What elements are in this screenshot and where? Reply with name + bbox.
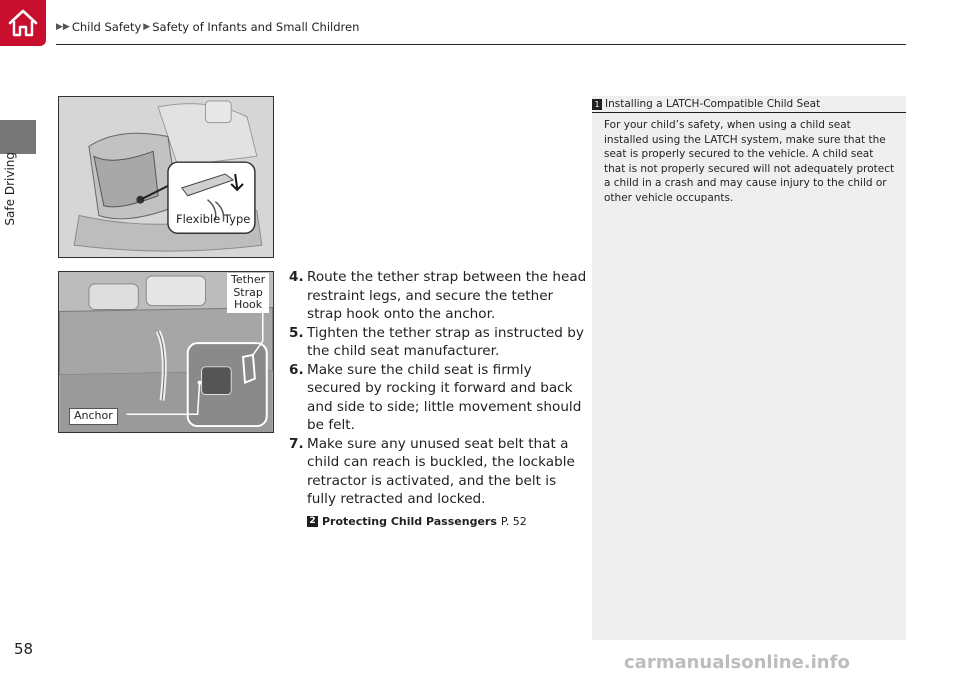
instruction-steps [289, 268, 589, 531]
flexible-type-callout: Flexible Type [176, 212, 251, 226]
breadcrumb-arrow-icon: ▶▶ [56, 22, 70, 32]
breadcrumb-item-child-safety[interactable]: Child Safety [71, 20, 142, 34]
section-label: Safe Driving [3, 152, 17, 226]
tether-strap-hook-callout: Tether Strap Hook [227, 273, 269, 313]
step-7: 7. Make sure any unused seat belt that a child can reach is buckled, the lockable retractor is activated, and the belt is fully retracted and locked. [289, 435, 575, 507]
figure-flexible-type [58, 96, 274, 258]
home-icon [6, 6, 40, 40]
step-4: 4. Route the tether strap between the head restraint legs, and secure the tether strap hook onto the anchor. [289, 269, 587, 322]
reference-arrow-icon: 2 [307, 516, 318, 527]
cross-reference-link[interactable] [307, 513, 589, 532]
header-divider [56, 44, 906, 45]
side-note-panel [592, 96, 906, 640]
note-marker-icon: 1 [592, 99, 602, 110]
child-seat-illustration [59, 97, 273, 257]
reference-page: P. 52 [500, 514, 527, 528]
section-tab[interactable] [0, 120, 36, 154]
step-5: 5. Tighten the tether strap as instructed by the child seat manufacturer. [289, 324, 584, 359]
step-6: 6. Make sure the child seat is firmly secured by rocking it forward and back and side to side; little movement should be felt. [289, 361, 582, 433]
breadcrumb-arrow-icon: ▶ [143, 22, 151, 32]
reference-label: Protecting Child Passengers [322, 514, 497, 528]
breadcrumb-item-current: Safety of Infants and Small Children [152, 20, 360, 34]
note-body: For your child’s safety, when using a child seat installed using the LATCH system, make sure that the seat is properly secured to the vehicle. A child seat that is not properly secured will not adequately protect a child in a crash and may cause injury to the child or other vehicle occupants. [604, 119, 895, 204]
page-number: 58 [14, 640, 34, 658]
watermark: carmanualsonline.info [624, 652, 850, 673]
figure-tether-anchor [58, 271, 274, 433]
anchor-callout: Anchor [69, 408, 118, 425]
note-title: 1 Installing a LATCH-Compatible Child Seat [592, 96, 906, 113]
breadcrumb [56, 20, 359, 34]
home-button[interactable] [0, 0, 46, 46]
